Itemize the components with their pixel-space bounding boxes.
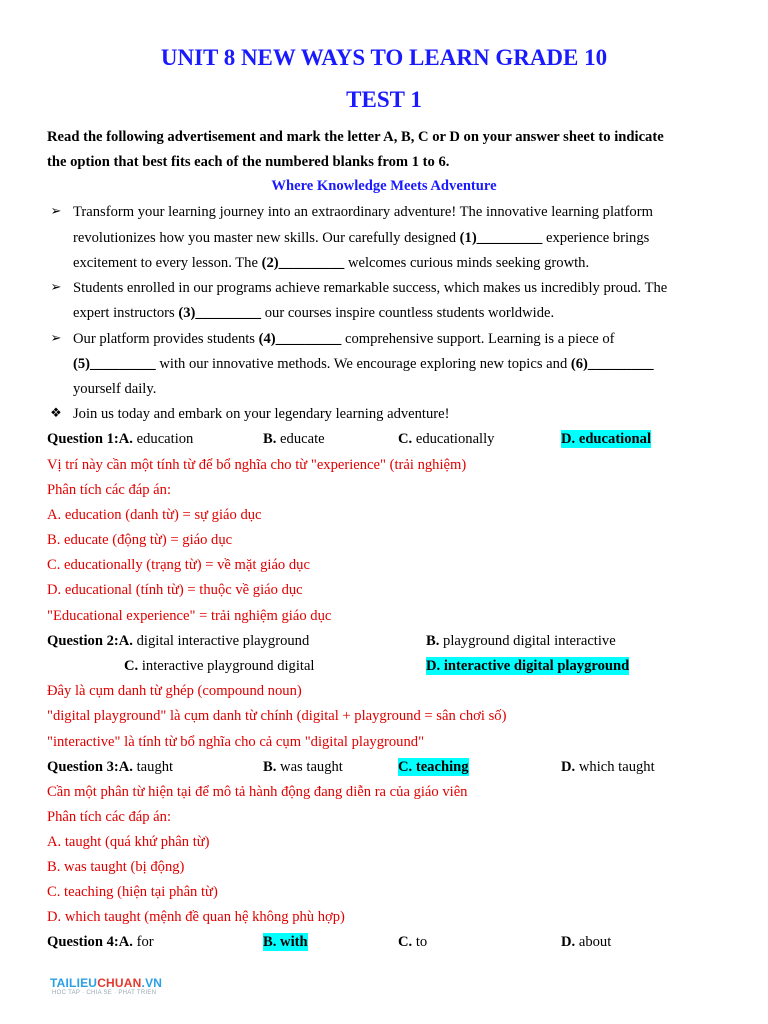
q2-option-b: B. playground digital interactive [426, 633, 616, 649]
q3-explanation-6: D. which taught (mệnh đề quan hệ không phù hợp) [47, 909, 345, 925]
q2-explanation-1: Đây là cụm danh từ ghép (compound noun) [47, 683, 302, 699]
question-3-label: Question 3:A. taught [47, 759, 174, 775]
q1-explanation-3: A. education (danh từ) = sự giáo dục [47, 507, 262, 523]
page-title: UNIT 8 NEW WAYS TO LEARN GRADE 10 [160, 45, 608, 70]
blank-4: (4)_________ [258, 331, 342, 347]
ad-title: Where Knowledge Meets Adventure [271, 178, 497, 194]
four-diamond-bullet-icon: ❖ [50, 405, 62, 420]
question-4-label: Question 4:A. for [47, 934, 154, 950]
blank-5: (5)_________ [73, 356, 156, 372]
q3-explanation-3: A. taught (quá khứ phân từ) [47, 834, 210, 850]
instruction-line-2: the option that best fits each of the numbered blanks from 1 to 6. [47, 154, 450, 170]
q3-explanation-4: B. was taught (bị động) [47, 859, 185, 875]
test-title: TEST 1 [346, 87, 422, 112]
arrowhead-bullet-icon: ➢ [50, 330, 62, 345]
arrowhead-bullet-icon: ➢ [50, 279, 62, 294]
q2-explanation-2: "digital playground" là cụm danh từ chính (digital + playground = sân chơi số) [47, 708, 507, 724]
question-1-label: Question 1:A. education [47, 431, 194, 447]
q1-explanation-5: C. educationally (trạng từ) = về mặt giáo dục [47, 557, 310, 573]
arrowhead-bullet-icon: ➢ [50, 203, 62, 218]
ad-p1-line-1: Transform your learning journey into an extraordinary adventure! The innovative learning platform [73, 204, 653, 220]
site-logo: TAILIEUCHUAN.VN [50, 976, 163, 990]
q2-option-c: C. interactive playground digital [124, 658, 315, 674]
q3-explanation-1: Cần một phân từ hiện tại để mô tả hành động đang diễn ra của giáo viên [47, 784, 468, 800]
q2-answer-d: D. interactive digital playground [426, 658, 630, 674]
q2-explanation-3: "interactive" là tính từ bổ nghĩa cho cả cụm "digital playground" [47, 734, 425, 750]
q3-option-b: B. was taught [263, 759, 343, 775]
ad-p4-line: Join us today and embark on your legendary learning adventure! [73, 406, 450, 422]
ad-p1-line-3: excitement to every lesson. The (2)_________ welcomes curious minds seeking growth. [73, 255, 590, 271]
question-2-label: Question 2:A. digital interactive playground [47, 633, 310, 649]
blank-6: (6)_________ [570, 356, 654, 372]
q1-explanation-7: "Educational experience" = trải nghiệm giáo dục [47, 608, 332, 624]
ad-p2-line-1: Students enrolled in our programs achieve remarkable success, which makes us incredibly proud. The [73, 280, 668, 296]
q4-option-c: C. to [398, 934, 428, 950]
site-logo-tagline: HOC TAP · CHIA SE · PHAT TRIEN [52, 990, 157, 996]
instruction-line-1: Read the following advertisement and mark the letter A, B, C or D on your answer sheet to indicate [47, 129, 664, 145]
q1-option-b: B. educate [263, 431, 325, 447]
ad-p3-line-2: (5)_________ with our innovative methods. We encourage exploring new topics and (6)_________ [73, 356, 654, 372]
q4-option-d: D. about [561, 934, 612, 950]
ad-p3-line-3: yourself daily. [73, 381, 157, 397]
blank-3: (3)_________ [178, 305, 262, 321]
q3-explanation-5: C. teaching (hiện tại phân từ) [47, 884, 218, 900]
q1-explanation-4: B. educate (động từ) = giáo dục [47, 532, 233, 548]
q4-answer-b: B. with [263, 934, 308, 950]
q3-answer-c: C. teaching [398, 759, 469, 775]
q3-explanation-2: Phân tích các đáp án: [47, 809, 171, 825]
blank-1: (1)_________ [459, 230, 543, 246]
q1-explanation-1: Vị trí này cần một tính từ để bổ nghĩa cho từ "experience" (trải nghiệm) [47, 457, 467, 473]
q1-explanation-2: Phân tích các đáp án: [47, 482, 171, 498]
q1-explanation-6: D. educational (tính từ) = thuộc về giáo dục [47, 582, 303, 598]
ad-p2-line-2: expert instructors (3)_________ our courses inspire countless students worldwide. [73, 305, 555, 321]
q1-option-c: C. educationally [398, 431, 495, 447]
blank-2: (2)_________ [261, 255, 345, 271]
q3-option-d: D. which taught [561, 759, 655, 775]
q1-answer-d: D. educational [561, 431, 651, 447]
ad-p3-line-1: Our platform provides students (4)_________ comprehensive support. Learning is a piece of [73, 331, 615, 347]
ad-p1-line-2: revolutionizes how you master new skills. Our carefully designed (1)_________ experience brings [73, 230, 650, 246]
